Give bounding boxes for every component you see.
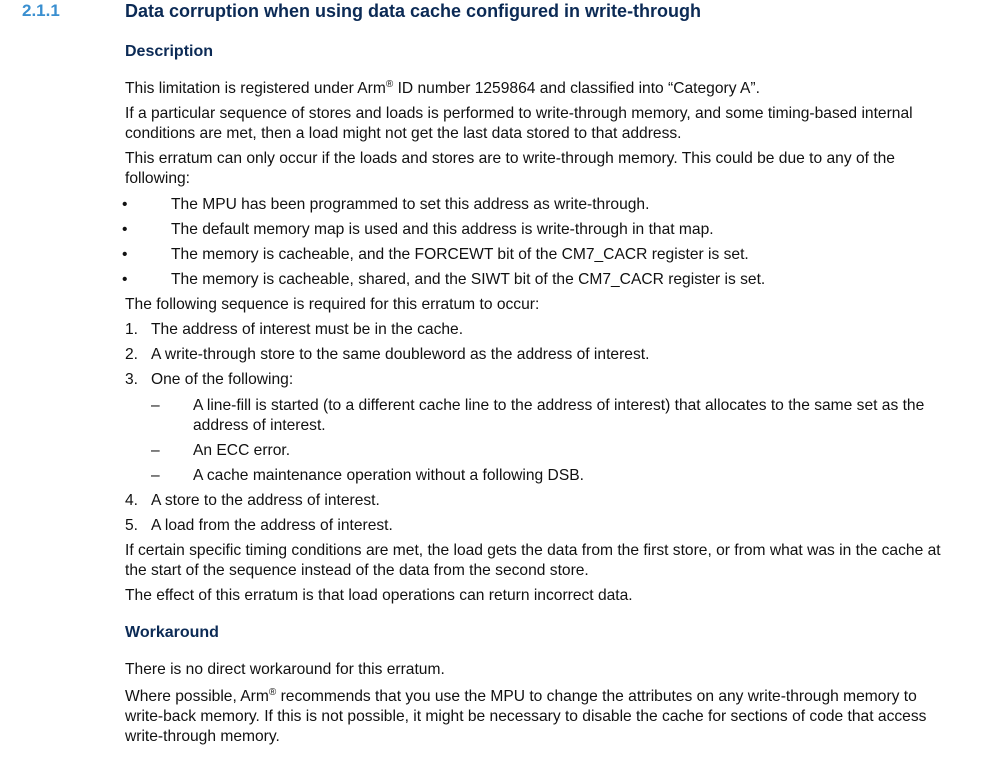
sequence-steps	[125, 320, 955, 536]
list-item	[122, 220, 955, 240]
dash-icon: –	[151, 442, 160, 459]
step-number: 4.	[125, 492, 139, 509]
sub-item	[151, 466, 955, 486]
step-item	[125, 345, 955, 365]
step-text: A load from the address of interest.	[151, 517, 393, 534]
bullet-icon: •	[122, 221, 128, 238]
bullet-icon: •	[122, 271, 128, 288]
sub-item-text: A cache maintenance operation without a following DSB.	[193, 467, 584, 484]
list-item-text: The memory is cacheable, and the FORCEWT bit of the CM7_CACR register is set.	[171, 246, 749, 263]
workaround-paragraph-1: There is no direct workaround for this erratum.	[125, 661, 445, 678]
section-body	[122, 42, 955, 747]
dash-icon: –	[151, 397, 160, 414]
step-item	[125, 320, 955, 340]
step-text: A store to the address of interest.	[151, 492, 380, 509]
list-item-text: The MPU has been programmed to set this address as write-through.	[171, 196, 650, 213]
section-title: Data corruption when using data cache configured in write-through	[125, 1, 702, 21]
workaround-text-end: recommends that you use the MPU to change the attributes on any write-through memory to write-back memory. If this is not possible, it might be necessary to disable the cache for sections of code that access write-through memory.	[125, 688, 927, 745]
workaround-text-start: Where possible, Arm	[125, 688, 269, 705]
bullet-icon: •	[122, 246, 128, 263]
registered-mark: ®	[385, 79, 394, 90]
description-paragraph-2: If a particular sequence of stores and loads is performed to write-through memory, and some timing-based internal conditions are met, then a load might not get the last data stored to that address.	[125, 105, 913, 142]
step-item	[125, 491, 955, 511]
description-intro	[125, 79, 955, 99]
step-number: 5.	[125, 517, 139, 534]
step-text: One of the following:	[151, 371, 294, 388]
workaround-heading: Workaround	[125, 624, 219, 641]
section-number: 2.1.1	[22, 1, 60, 20]
step-item	[125, 516, 955, 536]
description-heading: Description	[125, 43, 214, 60]
step-number: 3.	[125, 371, 139, 388]
sequence-intro: The following sequence is required for this erratum to occur:	[125, 296, 540, 313]
sub-item-text: An ECC error.	[193, 442, 291, 459]
sub-item	[151, 396, 955, 436]
list-item	[122, 270, 955, 290]
workaround-paragraph-2	[125, 687, 955, 747]
description-paragraph-5: The effect of this erratum is that load operations can return incorrect data.	[125, 587, 633, 604]
list-item	[122, 245, 955, 265]
step-text: The address of interest must be in the cache.	[151, 321, 464, 338]
description-paragraph-4: If certain specific timing conditions are met, the load gets the data from the first store, or from what was in the cache at the start of the sequence instead of the data from the second store.	[125, 542, 941, 579]
list-item-text: The memory is cacheable, shared, and the SIWT bit of the CM7_CACR register is set.	[171, 271, 766, 288]
sub-item	[151, 441, 955, 461]
registered-mark: ®	[268, 687, 277, 698]
description-paragraph-3: This erratum can only occur if the loads and stores are to write-through memory. This could be due to any of the following:	[125, 150, 895, 187]
bullet-icon: •	[122, 196, 128, 213]
step-item	[125, 370, 955, 486]
intro-text-start: This limitation is registered under Arm	[125, 80, 386, 97]
sub-item-text: A line-fill is started (to a different cache line to the address of interest) that allocates to the same set as the address of interest.	[193, 397, 925, 434]
step-text: A write-through store to the same doubleword as the address of interest.	[151, 346, 650, 363]
dash-icon: –	[151, 467, 160, 484]
list-item-text: The default memory map is used and this address is write-through in that map.	[171, 221, 714, 238]
intro-text-end: ID number 1259864 and classified into “Category A”.	[393, 80, 760, 97]
list-item	[122, 195, 955, 215]
sub-conditions-list	[151, 396, 955, 486]
step-number: 2.	[125, 346, 139, 363]
step-number: 1.	[125, 321, 139, 338]
conditions-list	[122, 195, 955, 290]
